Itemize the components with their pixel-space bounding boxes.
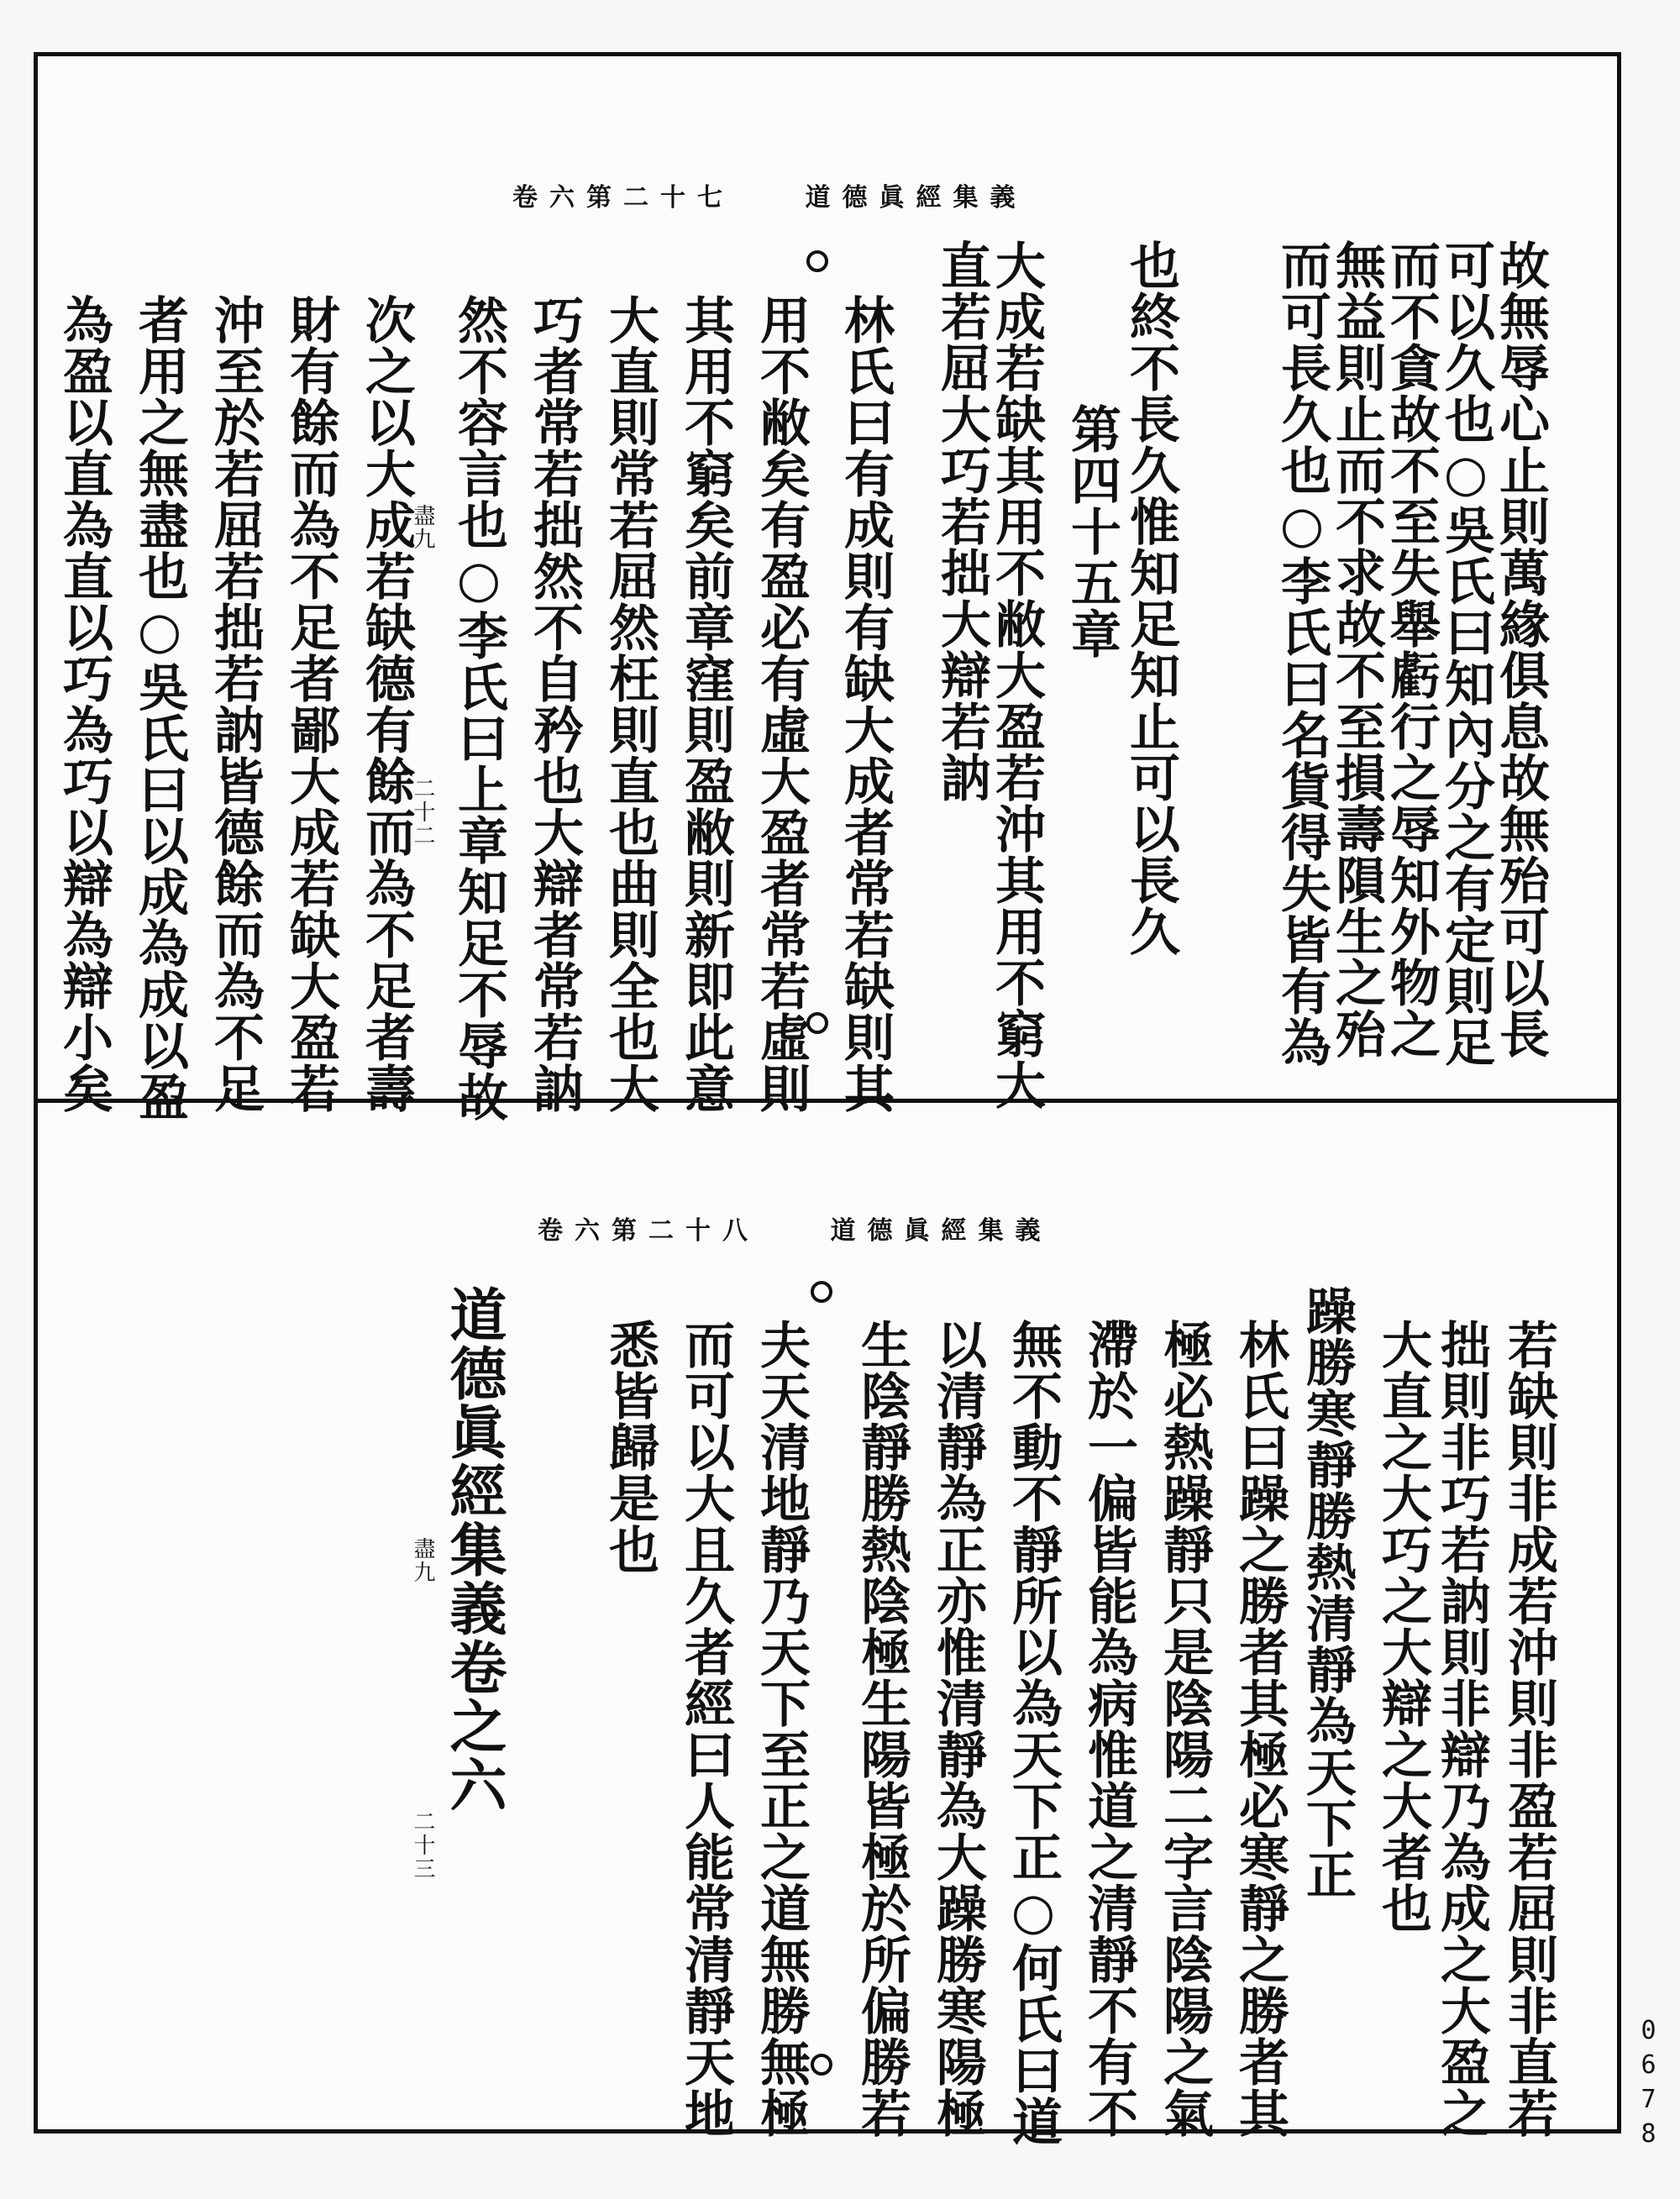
text-column: 夫天清地靜乃天下至正之道無勝無極 <box>752 1319 811 2139</box>
folio-number: 二十三 <box>410 1810 435 1881</box>
text-column: 者用之無盡也○吳氏曰以成為成以盈 <box>130 294 189 1122</box>
folio-number: 二十二 <box>410 777 435 848</box>
page-number: 0678 <box>1634 2016 1663 2154</box>
chapter-heading: 第四十五章 <box>1063 403 1121 659</box>
text-column: 拙則非巧若訥則非辯乃為成之大盈之 <box>1432 1319 1491 2139</box>
text-column: 大直之大巧之大辯之大者也 <box>1373 1319 1432 1934</box>
text-column: 若缺則非成若沖則非盈若屈則非直若 <box>1499 1319 1558 2139</box>
text-column: 其用不窮矣前章窪則盈敝則新即此意 <box>676 294 735 1114</box>
text-column: 可以久也○吳氏曰知內分之有定則足 <box>1436 239 1495 1068</box>
text-column: 大直則常若屈然枉則直也曲則全也大 <box>601 294 659 1114</box>
section-marker-circle <box>806 250 828 272</box>
text-column: 林氏曰躁之勝者其極必寒靜之勝者其 <box>1231 1319 1289 2139</box>
text-column: 而不貪故不至失舉虧行之辱知外物之 <box>1382 239 1441 1059</box>
text-column: 用不敝矣有盈必有虛大盈者常若虛則 <box>752 294 811 1114</box>
text-column: 林氏曰有成則有缺大成者常若缺則其 <box>836 294 895 1114</box>
bottom-page-header <box>538 1210 1052 1246</box>
section-marker-circle <box>811 1281 832 1303</box>
page-divider <box>34 1099 1621 1103</box>
text-column: 沖至於若屈若拙若訥皆德餘而為不足 <box>206 294 265 1114</box>
section-marker-circle <box>806 1012 828 1034</box>
top-page-header <box>512 176 1026 213</box>
text-column: 無不動不靜所以為天下正○何氏曰道 <box>1004 1319 1063 2147</box>
text-column: 巧者常若拙然不自矜也大辯者常若訥 <box>525 294 584 1114</box>
text-column: 故無辱心止則萬緣俱息故無殆可以長 <box>1491 239 1550 1059</box>
text-column: 財有餘而為不足者鄙大成若缺大盈若 <box>281 294 340 1114</box>
text-column: 次之以大成若缺德有餘而為不足者壽 <box>357 294 416 1114</box>
text-column: 無益則止而不求故不至損壽隕生之殆 <box>1327 239 1386 1059</box>
text-column: 為盈以直為直以巧為巧以辯為辯小矣 <box>55 294 113 1114</box>
text-column: 生陰靜勝熱陰極生陽皆極於所偏勝若 <box>853 1319 911 2139</box>
margin-note: 盡九 <box>410 1537 435 1584</box>
text-column: 以清靜為正亦惟清靜為大躁勝寒陽極 <box>928 1319 987 2139</box>
text-column: 大成若缺其用不敝大盈若沖其用不窮大 <box>987 239 1046 1110</box>
text-column: 直若屈大巧若拙大辯若訥 <box>932 239 991 803</box>
margin-note: 盡九 <box>410 504 435 551</box>
text-column: 而可長久也○李氏曰名貨得失皆有為 <box>1273 239 1331 1068</box>
section-marker-circle <box>811 2054 832 2076</box>
text-column: 極必熱躁靜只是陰陽二字言陰陽之氣 <box>1155 1319 1214 2139</box>
bottom-header-chapter: 卷六第二十八 <box>538 1216 759 1246</box>
text-column: 也終不長久惟知足知止可以長久 <box>1121 239 1180 957</box>
end-title: 道德眞經集義卷之六 <box>440 1285 507 1814</box>
text-column: 然不容言也○李氏曰上章知足不辱故 <box>449 294 508 1122</box>
bottom-header-title: 道德眞經集義 <box>830 1216 1053 1246</box>
text-column: 悉皆歸是也 <box>601 1319 659 1575</box>
top-header-title: 道德眞經集義 <box>805 183 1027 213</box>
top-header-chapter: 卷六第二十七 <box>512 183 734 213</box>
text-column: 而可以大且久者經曰人能常清靜天地 <box>676 1319 735 2139</box>
text-column: 滯於一偏皆能為病惟道之清靜不有不 <box>1079 1319 1138 2139</box>
text-column: 躁勝寒靜勝熱清靜為天下正 <box>1298 1285 1357 1900</box>
